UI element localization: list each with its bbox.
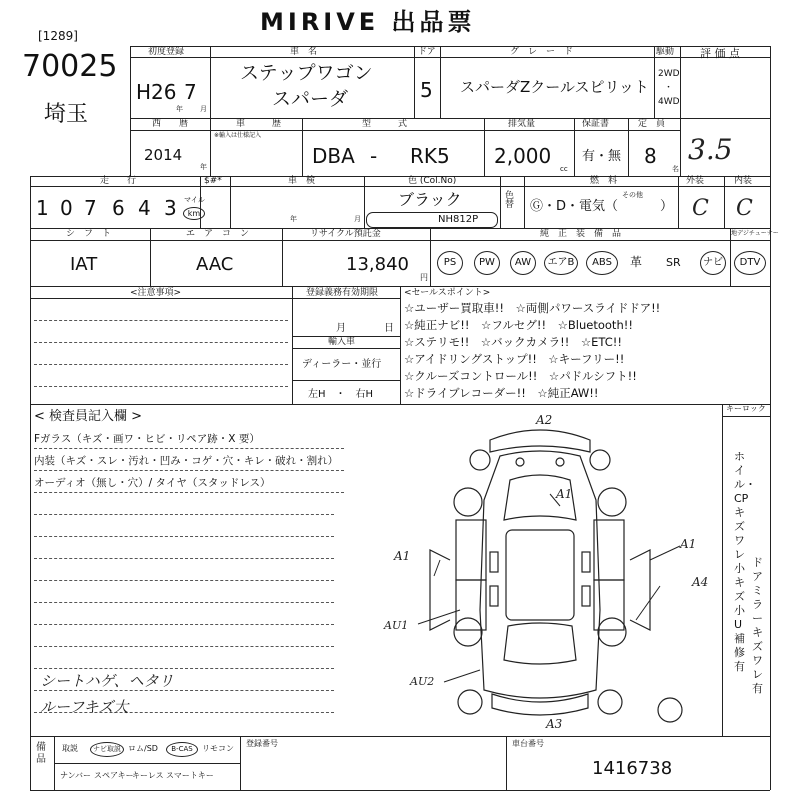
chassis-number-label: 車台番号 xyxy=(512,739,544,748)
interior-grade: C xyxy=(736,196,753,221)
accessory-spare-key: スペアキー xyxy=(94,771,134,780)
warranty-value: 有・無 xyxy=(582,149,622,164)
damage-mark-a4: A4 xyxy=(692,575,709,589)
history-label: 車 歴 xyxy=(236,119,282,129)
equip-ps-badge: PS xyxy=(437,251,463,275)
accessory-bcas: B-CAS xyxy=(166,742,198,757)
dealer-parallel: ディーラー・並行 xyxy=(302,359,382,370)
caution-label: <注意事項> xyxy=(130,288,182,298)
equip-navi-badge: ナビ xyxy=(700,251,726,275)
damage-mark-a1-left: A1 xyxy=(394,549,411,563)
form-title: MIRIVE 出品票 xyxy=(260,8,476,36)
capacity-label: 定 員 xyxy=(638,119,666,129)
type-prefix: DBA xyxy=(312,144,355,168)
grade-value: スパーダZクールスピリット xyxy=(460,78,649,96)
grade-label: グ レ ー ド xyxy=(510,47,574,57)
interior-label: 内装 xyxy=(734,176,753,186)
exterior-label: 外装 xyxy=(686,176,705,186)
km-unit: km xyxy=(183,207,205,220)
equip-airbag-badge: エアB xyxy=(544,251,578,275)
deadline-day-mark: 日 xyxy=(384,323,394,334)
mileage-digit: 4 xyxy=(138,196,151,220)
mileage-label: 走 行 xyxy=(100,176,137,186)
equip-leather: 革 xyxy=(630,255,643,269)
tuner-label: 地デジチューナー xyxy=(731,230,779,237)
equip-abs-badge: ABS xyxy=(586,251,618,275)
color-change-label: 色替 xyxy=(505,191,515,210)
color-code-box xyxy=(366,212,498,228)
import-label: 輸入車 xyxy=(328,337,356,347)
mirror-legend: ドアミラーキズ ワレ 有 xyxy=(752,556,774,695)
registration-deadline-label: 登録義務有効期限 xyxy=(306,288,379,298)
capacity-unit: 名 xyxy=(672,165,679,173)
warranty-label: 保証書 xyxy=(582,119,610,129)
accessory-manual: 取説 xyxy=(62,744,78,753)
equipment-label: 純 正 装 備 品 xyxy=(540,229,622,239)
fuel-value: Ⓖ・D・電気（ xyxy=(530,199,619,214)
mileage-digit: 0 xyxy=(60,196,73,220)
sales-point: ☆アイドリングストップ!! ☆キーフリー!! xyxy=(404,352,625,366)
damage-mark-a3: A3 xyxy=(546,717,563,731)
damage-mark-au2: AU2 xyxy=(410,675,435,688)
lot-number: 70025 xyxy=(22,49,118,84)
year-mark: 年 xyxy=(176,105,183,113)
inspection-year-mark: 年 xyxy=(290,215,297,223)
door-count: 5 xyxy=(420,78,433,102)
type-code: RK5 xyxy=(410,144,450,168)
equip-aw-badge: AW xyxy=(510,251,536,275)
recycle-value: 13,840 xyxy=(346,254,409,275)
mileage-digit: 7 xyxy=(84,196,97,220)
registration-number-label: 登録番号 xyxy=(246,739,278,748)
drive-2wd: 2WD xyxy=(658,69,680,79)
fuel-label: 燃 料 xyxy=(590,176,618,186)
history-note: ※輸入は仕様記入 xyxy=(214,132,262,139)
damage-mark-a2: A2 xyxy=(536,413,553,427)
glass-line: Fガラス（キズ・画ワ・ヒビ・リペア跡・X 要） xyxy=(34,433,260,445)
car-name-line1: ステップワゴン xyxy=(240,62,373,84)
displacement-label: 排気量 xyxy=(508,119,536,129)
damage-mark-a1-front: A1 xyxy=(556,487,573,501)
score-label: 評 価 点 xyxy=(700,47,740,60)
chassis-number: 1416738 xyxy=(592,758,673,779)
inspection-label: 車 検 xyxy=(288,176,316,186)
accessory-plate: ナンバー xyxy=(60,771,92,780)
sales-point: ☆ドライブレコーダー!! ☆純正AW!! xyxy=(404,386,599,400)
ac-label: エ ア コ ン xyxy=(186,229,250,239)
equip-sunroof: SR xyxy=(666,256,681,269)
accessory-keyless: キーレス xyxy=(132,771,164,780)
exterior-grade: C xyxy=(692,196,709,221)
capacity-value: 8 xyxy=(644,144,657,168)
sales-point: ☆クルーズコントロール!! ☆パドルシフト!! xyxy=(404,369,637,383)
accessory-navi-manual: ナビ取説 xyxy=(90,742,124,757)
recycle-label: リサイクル預託金 xyxy=(310,229,381,239)
color-code: NH812P xyxy=(438,214,479,225)
mileage-digit: 6 xyxy=(112,196,125,220)
car-name-line2: スパーダ xyxy=(272,88,349,110)
type-label: 型 式 xyxy=(362,119,408,129)
shift-value: IAT xyxy=(70,254,98,275)
type-dash: - xyxy=(370,144,378,168)
handwritten-note-roof: ルーフキズ大 xyxy=(40,698,129,716)
color-label: 色 (Col.No) xyxy=(408,176,457,186)
mileage-digit: 3 xyxy=(164,196,177,220)
inspector-title: < 検査員記入欄 > xyxy=(34,409,143,424)
reg-era: H26 xyxy=(136,80,177,104)
odo-label: $#* xyxy=(204,176,222,186)
fuel-close: ） xyxy=(660,199,674,214)
year-value: 2014 xyxy=(144,146,183,164)
sales-points-label: <セールスポイント> xyxy=(404,288,491,298)
mileage-digit: 1 xyxy=(36,196,49,220)
accessories-label: 備品 xyxy=(36,742,46,765)
cc-unit: cc xyxy=(560,165,568,173)
color-value: ブラック xyxy=(398,190,462,209)
year-label: 西 暦 xyxy=(152,119,189,129)
equip-dtv-badge: DTV xyxy=(734,251,766,275)
sales-point: ☆純正ナビ!! ☆フルセグ!! ☆Bluetooth!! xyxy=(404,318,633,332)
fuel-other: その他 xyxy=(622,191,643,199)
displacement-value: 2,000 xyxy=(494,144,552,168)
mile-unit: マイル xyxy=(184,196,205,204)
score-value: 3.5 xyxy=(688,133,733,166)
accessory-rom-sd: ロム/SD xyxy=(128,744,158,753)
drive-label: 駆動 xyxy=(656,47,675,57)
accessory-remote: リモコン xyxy=(202,744,234,753)
drive-4wd: 4WD xyxy=(658,97,680,107)
damage-mark-a1-right: A1 xyxy=(680,537,697,551)
audio-tire-line: オーディオ（無し・穴）/ タイヤ（スタッドレス） xyxy=(34,477,271,489)
accessory-smart-key: スマートキー xyxy=(166,771,214,780)
lot-label: [1289] xyxy=(38,29,78,43)
year-unit: 年 xyxy=(200,163,207,171)
drive-dot: ・ xyxy=(664,83,674,93)
shift-label: シ フ ト xyxy=(66,229,112,239)
month-mark: 月 xyxy=(200,105,207,113)
wheel-legend: ホイル・CPキズ ワレ 小キズ 小U 補修有 xyxy=(734,450,756,673)
handle-side: 左H ・ 右H xyxy=(308,389,374,400)
ac-value: AAC xyxy=(196,254,234,275)
handwritten-note-seat: シートハゲ、ヘタリ xyxy=(40,672,174,690)
sales-point: ☆ステリモ!! ☆バックカメラ!! ☆ETC!! xyxy=(404,335,623,349)
yen-unit: 円 xyxy=(420,273,428,282)
deadline-month-mark: 月 xyxy=(336,323,346,334)
reg-month: 7 xyxy=(184,80,197,104)
sales-point: ☆ユーザー買取車!! ☆両側パワースライドドア!! xyxy=(404,301,661,315)
door-label: ドア xyxy=(418,47,436,57)
interior-line: 内装（キズ・スレ・汚れ・凹み・コゲ・穴・キレ・破れ・割れ） xyxy=(34,455,339,467)
car-name-label: 車 名 xyxy=(290,47,318,57)
keylock-label: キーロック xyxy=(726,404,766,413)
equip-pw-badge: PW xyxy=(474,251,500,275)
region: 埼玉 xyxy=(44,102,89,127)
reg-label: 初度登録 xyxy=(148,47,185,57)
inspection-month-mark: 月 xyxy=(354,215,361,223)
damage-mark-au1: AU1 xyxy=(384,619,409,632)
